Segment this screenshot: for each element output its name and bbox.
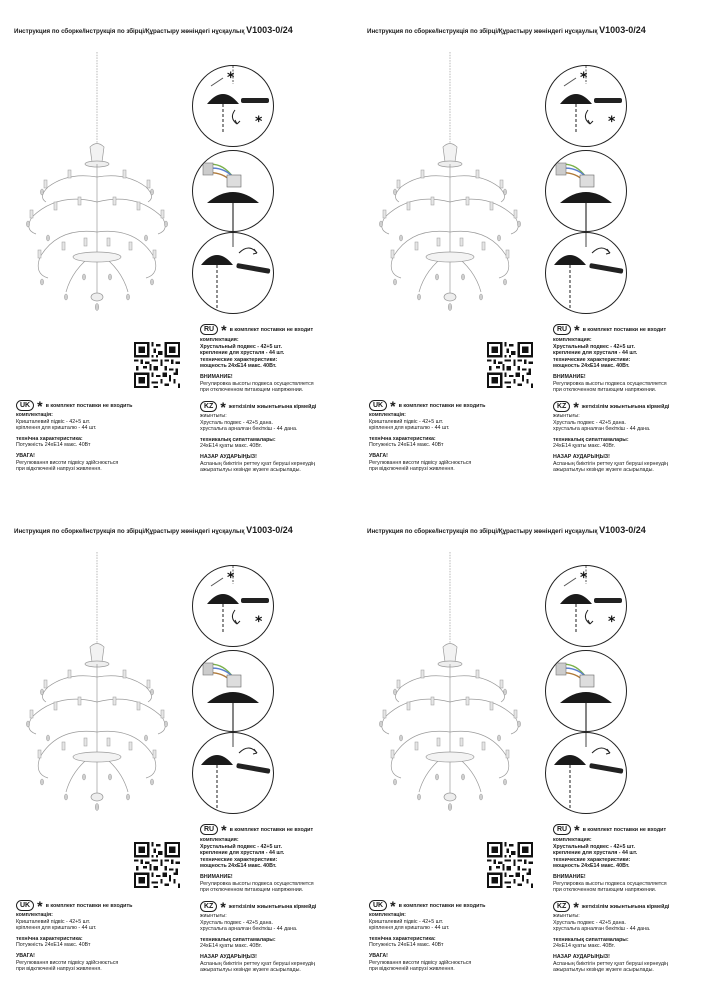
kz-line: техникалық сипаттамалары: (553, 436, 629, 443)
ru-line: крепление для хрусталя - 44 шт. (553, 350, 638, 357)
uk-badge: UK (369, 400, 387, 411)
uk-line: Кришталевий підвіс - 42+5 шт. (369, 418, 444, 425)
uk-line: кріплення для кришталю - 44 шт. (369, 425, 450, 432)
kz-line: техникалық сипаттамалары: (553, 936, 629, 943)
uk-line: Потужність 24хЕ14 макс. 40Вт (369, 942, 444, 949)
asterisk-icon: * (573, 898, 579, 915)
ru-line: комплектация: (553, 837, 592, 843)
instruction-sheet (353, 500, 705, 998)
uk-line: Кришталевий підвіс - 42+5 шт. (369, 918, 444, 925)
uk-line: УВАГА! (16, 452, 35, 459)
step-3-height-adjust-diagram (192, 232, 274, 314)
kz-text (200, 413, 315, 474)
kz-line: хрустальға арналған бекіткіш - 44 дана. (553, 426, 651, 433)
page-title (367, 525, 697, 535)
ru-line: Хрустальный подвес - 42+5 шт. (200, 843, 282, 850)
uk-line: комплектація: (369, 412, 406, 418)
ru-line: Регулировка высоты подвеса осуществляется (200, 380, 314, 387)
step-1-suspension-diagram (545, 565, 627, 647)
uk-line: при відключеній напрузі живлення. (369, 966, 455, 973)
kz-line: 24хЕ14 қуаты макс. 40Вт. (553, 943, 615, 950)
title-text: Инструкция по сборке/Інструкція по збірці/Құрастыру жөніндегі нұсқаулық (14, 28, 245, 35)
kz-line: техникалық сипаттамалары: (200, 936, 276, 943)
uk-header (369, 397, 486, 414)
step-1-suspension-diagram (545, 65, 627, 147)
asterisk-icon: * (221, 321, 227, 338)
kz-badge: KZ (553, 401, 570, 412)
svg-text:*: * (227, 70, 235, 86)
ru-line: при отключенном питающем напряжении. (200, 887, 304, 894)
kz-line: ажыратылуы кезінде жүзеге асырылады. (200, 967, 301, 974)
ru-header (553, 321, 667, 338)
page-title (14, 25, 344, 35)
kz-line: Аспаның биіктігін реттеу қуат беруші кернеудің (553, 960, 669, 967)
step-2-wiring-diagram (192, 650, 274, 732)
asterisk-icon: * (573, 398, 579, 415)
step-3-height-adjust-diagram (545, 232, 627, 314)
chandelier-illustration (371, 52, 529, 332)
uk-badge: UK (369, 900, 387, 911)
qr-code (487, 842, 533, 888)
uk-not-included: в комплект поставки не входить (398, 402, 486, 409)
ru-not-included: в комплект поставки не входит (229, 826, 314, 833)
qr-code (134, 342, 180, 388)
qr-code (487, 342, 533, 388)
kz-badge: KZ (200, 901, 217, 912)
uk-line: при відключеній напрузі живлення. (16, 966, 102, 973)
kz-line: ажыратылуы кезінде жүзеге асырылады. (553, 467, 654, 474)
page-title (14, 525, 344, 535)
kz-line: Аспаның биіктігін реттеу қуат беруші кернеудің (200, 960, 316, 967)
ru-header (200, 821, 314, 838)
uk-header (16, 897, 133, 914)
kz-line: хрустальға арналған бекіткіш - 44 дана. (200, 926, 298, 933)
svg-text:*: * (227, 570, 235, 586)
ru-line: Хрустальный подвес - 42+5 шт. (553, 343, 635, 350)
ru-header (553, 821, 667, 838)
ru-line: мощность 24хЕ14 макс. 40Вт. (553, 863, 630, 870)
kz-line: Хрусталь подвес - 42+5 дана. (553, 419, 626, 426)
ru-line: мощность 24хЕ14 макс. 40Вт. (200, 363, 277, 370)
kz-header (553, 398, 670, 415)
ru-line: мощность 24хЕ14 макс. 40Вт. (553, 363, 630, 370)
kz-badge: KZ (200, 401, 217, 412)
instruction-sheet (0, 0, 352, 498)
kz-line: жиынтығы: (200, 913, 227, 919)
ru-line: комплектация: (553, 337, 592, 343)
uk-line: технічна характеристика: (16, 435, 83, 442)
kz-badge: KZ (553, 901, 570, 912)
asterisk-icon: * (220, 898, 226, 915)
ru-not-included: в комплект поставки не входит (582, 826, 667, 833)
uk-line: УВАГА! (369, 952, 388, 959)
kz-line: жиынтығы: (200, 413, 227, 419)
title-text: Инструкция по сборке/Інструкція по збірці/Құрастыру жөніндегі нұсқаулық (367, 28, 598, 35)
ru-badge: RU (200, 324, 218, 335)
uk-header (16, 397, 133, 414)
kz-line: НАЗАР АУДАРЫҢЫЗ! (200, 953, 257, 960)
asterisk-icon: * (390, 897, 396, 914)
step-3-height-adjust-diagram (192, 732, 274, 814)
kz-not-included: жеткізілім жиынтығына кірмейді (228, 903, 317, 910)
step-2-wiring-diagram (545, 150, 627, 232)
uk-badge: UK (16, 900, 34, 911)
chandelier-illustration (18, 52, 176, 332)
uk-header (369, 897, 486, 914)
uk-line: Кришталевий підвіс - 42+5 шт. (16, 418, 91, 425)
uk-line: УВАГА! (16, 952, 35, 959)
uk-line: комплектація: (16, 912, 53, 918)
uk-text (369, 412, 471, 473)
ru-line: Регулировка высоты подвеса осуществляется (553, 380, 667, 387)
ru-line: Хрустальный подвес - 42+5 шт. (553, 843, 635, 850)
kz-line: Аспаның биіктігін реттеу қуат беруші кернеудің (200, 460, 316, 467)
uk-line: кріплення для кришталю - 44 шт. (16, 425, 97, 432)
uk-line: Регулювання висоти підвісу здійснюється (369, 959, 472, 966)
kz-line: НАЗАР АУДАРЫҢЫЗ! (553, 453, 610, 460)
ru-badge: RU (553, 324, 571, 335)
ru-line: крепление для хрусталя - 44 шт. (200, 850, 285, 857)
model-number: V1003-0/24 (246, 25, 293, 35)
asterisk-icon: * (220, 398, 226, 415)
kz-not-included: жеткізілім жиынтығына кірмейді (228, 403, 317, 410)
uk-text (369, 912, 471, 973)
uk-line: Регулювання висоти підвісу здійснюється (16, 459, 119, 466)
kz-line: Хрусталь подвес - 42+5 дана. (553, 919, 626, 926)
uk-line: кріплення для кришталю - 44 шт. (16, 925, 97, 932)
uk-line: при відключеній напрузі живлення. (16, 466, 102, 473)
asterisk-icon: * (37, 897, 43, 914)
ru-line: Регулировка высоты подвеса осуществляется (553, 880, 667, 887)
qr-code (134, 842, 180, 888)
asterisk-icon: * (390, 397, 396, 414)
asterisk-icon: * (574, 821, 580, 838)
kz-line: Хрусталь подвес - 42+5 дана. (200, 419, 273, 426)
kz-line: 24хЕ14 қуаты макс. 40Вт. (200, 943, 262, 950)
uk-not-included: в комплект поставки не входить (398, 902, 486, 909)
ru-header (200, 321, 314, 338)
ru-text (200, 837, 314, 894)
asterisk-icon: * (574, 321, 580, 338)
ru-line: Регулировка высоты подвеса осуществляется (200, 880, 314, 887)
kz-line: Хрусталь подвес - 42+5 дана. (200, 919, 273, 926)
uk-not-included: в комплект поставки не входить (45, 902, 133, 909)
kz-line: хрустальға арналған бекіткіш - 44 дана. (200, 426, 298, 433)
uk-line: технічна характеристика: (369, 935, 436, 942)
kz-not-included: жеткізілім жиынтығына кірмейді (581, 903, 670, 910)
uk-line: Потужність 24хЕ14 макс. 40Вт (16, 442, 91, 449)
ru-line: ВНИМАНИЕ! (553, 373, 586, 380)
ru-not-included: в комплект поставки не входит (582, 326, 667, 333)
ru-text (200, 337, 314, 394)
ru-line: комплектация: (200, 337, 239, 343)
ru-line: мощность 24хЕ14 макс. 40Вт. (200, 863, 277, 870)
svg-text:*: * (608, 614, 616, 630)
kz-line: ажыратылуы кезінде жүзеге асырылады. (200, 467, 301, 474)
page-title (367, 25, 697, 35)
uk-line: Регулювання висоти підвісу здійснюється (369, 459, 472, 466)
uk-line: Кришталевий підвіс - 42+5 шт. (16, 918, 91, 925)
kz-header (200, 398, 317, 415)
kz-line: жиынтығы: (553, 913, 580, 919)
uk-line: Регулювання висоти підвісу здійснюється (16, 959, 119, 966)
ru-line: комплектация: (200, 837, 239, 843)
instruction-sheet (353, 0, 705, 498)
model-number: V1003-0/24 (246, 525, 293, 535)
ru-text (553, 837, 667, 894)
kz-line: Аспаның биіктігін реттеу қуат беруші кернеудің (553, 460, 669, 467)
uk-line: технічна характеристика: (369, 435, 436, 442)
kz-text (553, 413, 668, 474)
svg-text:*: * (580, 570, 588, 586)
ru-line: технические характеристики: (200, 356, 278, 363)
kz-line: НАЗАР АУДАРЫҢЫЗ! (200, 453, 257, 460)
uk-line: УВАГА! (369, 452, 388, 459)
ru-line: ВНИМАНИЕ! (200, 373, 233, 380)
kz-line: 24хЕ14 қуаты макс. 40Вт. (200, 443, 262, 450)
uk-line: кріплення для кришталю - 44 шт. (369, 925, 450, 932)
kz-line: техникалық сипаттамалары: (200, 436, 276, 443)
svg-text:*: * (255, 614, 263, 630)
uk-text (16, 912, 118, 973)
ru-text (553, 337, 667, 394)
title-text: Инструкция по сборке/Інструкція по збірці/Құрастыру жөніндегі нұсқаулық (14, 528, 245, 535)
ru-line: ВНИМАНИЕ! (553, 873, 586, 880)
ru-line: технические характеристики: (200, 856, 278, 863)
svg-text:*: * (255, 114, 263, 130)
chandelier-illustration (371, 552, 529, 832)
uk-line: комплектація: (16, 412, 53, 418)
ru-line: крепление для хрусталя - 44 шт. (553, 850, 638, 857)
ru-badge: RU (553, 824, 571, 835)
step-2-wiring-diagram (545, 650, 627, 732)
ru-line: при отключенном питающем напряжении. (553, 887, 657, 894)
svg-text:*: * (580, 70, 588, 86)
step-1-suspension-diagram (192, 65, 274, 147)
kz-not-included: жеткізілім жиынтығына кірмейді (581, 403, 670, 410)
step-2-wiring-diagram (192, 150, 274, 232)
uk-badge: UK (16, 400, 34, 411)
ru-line: Хрустальный подвес - 42+5 шт. (200, 343, 282, 350)
kz-text (200, 913, 315, 974)
kz-text (553, 913, 668, 974)
step-1-suspension-diagram (192, 565, 274, 647)
ru-line: ВНИМАНИЕ! (200, 873, 233, 880)
model-number: V1003-0/24 (599, 525, 646, 535)
step-3-height-adjust-diagram (545, 732, 627, 814)
model-number: V1003-0/24 (599, 25, 646, 35)
ru-not-included: в комплект поставки не входит (229, 326, 314, 333)
asterisk-icon: * (37, 397, 43, 414)
kz-header (200, 898, 317, 915)
kz-line: хрустальға арналған бекіткіш - 44 дана. (553, 926, 651, 933)
kz-header (553, 898, 670, 915)
kz-line: ажыратылуы кезінде жүзеге асырылады. (553, 967, 654, 974)
uk-line: Потужність 24хЕ14 макс. 40Вт (369, 442, 444, 449)
uk-line: технічна характеристика: (16, 935, 83, 942)
kz-line: 24хЕ14 қуаты макс. 40Вт. (553, 443, 615, 450)
uk-line: при відключеній напрузі живлення. (369, 466, 455, 473)
instruction-sheet (0, 500, 352, 998)
ru-line: технические характеристики: (553, 856, 631, 863)
uk-line: комплектація: (369, 912, 406, 918)
ru-line: при отключенном питающем напряжении. (200, 387, 304, 394)
title-text: Инструкция по сборке/Інструкція по збірці/Құрастыру жөніндегі нұсқаулық (367, 528, 598, 535)
uk-text (16, 412, 118, 473)
ru-line: технические характеристики: (553, 356, 631, 363)
ru-line: при отключенном питающем напряжении. (553, 387, 657, 394)
kz-line: НАЗАР АУДАРЫҢЫЗ! (553, 953, 610, 960)
asterisk-icon: * (221, 821, 227, 838)
kz-line: жиынтығы: (553, 413, 580, 419)
uk-line: Потужність 24хЕ14 макс. 40Вт (16, 942, 91, 949)
ru-badge: RU (200, 824, 218, 835)
uk-not-included: в комплект поставки не входить (45, 402, 133, 409)
ru-line: крепление для хрусталя - 44 шт. (200, 350, 285, 357)
svg-text:*: * (608, 114, 616, 130)
chandelier-illustration (18, 552, 176, 832)
